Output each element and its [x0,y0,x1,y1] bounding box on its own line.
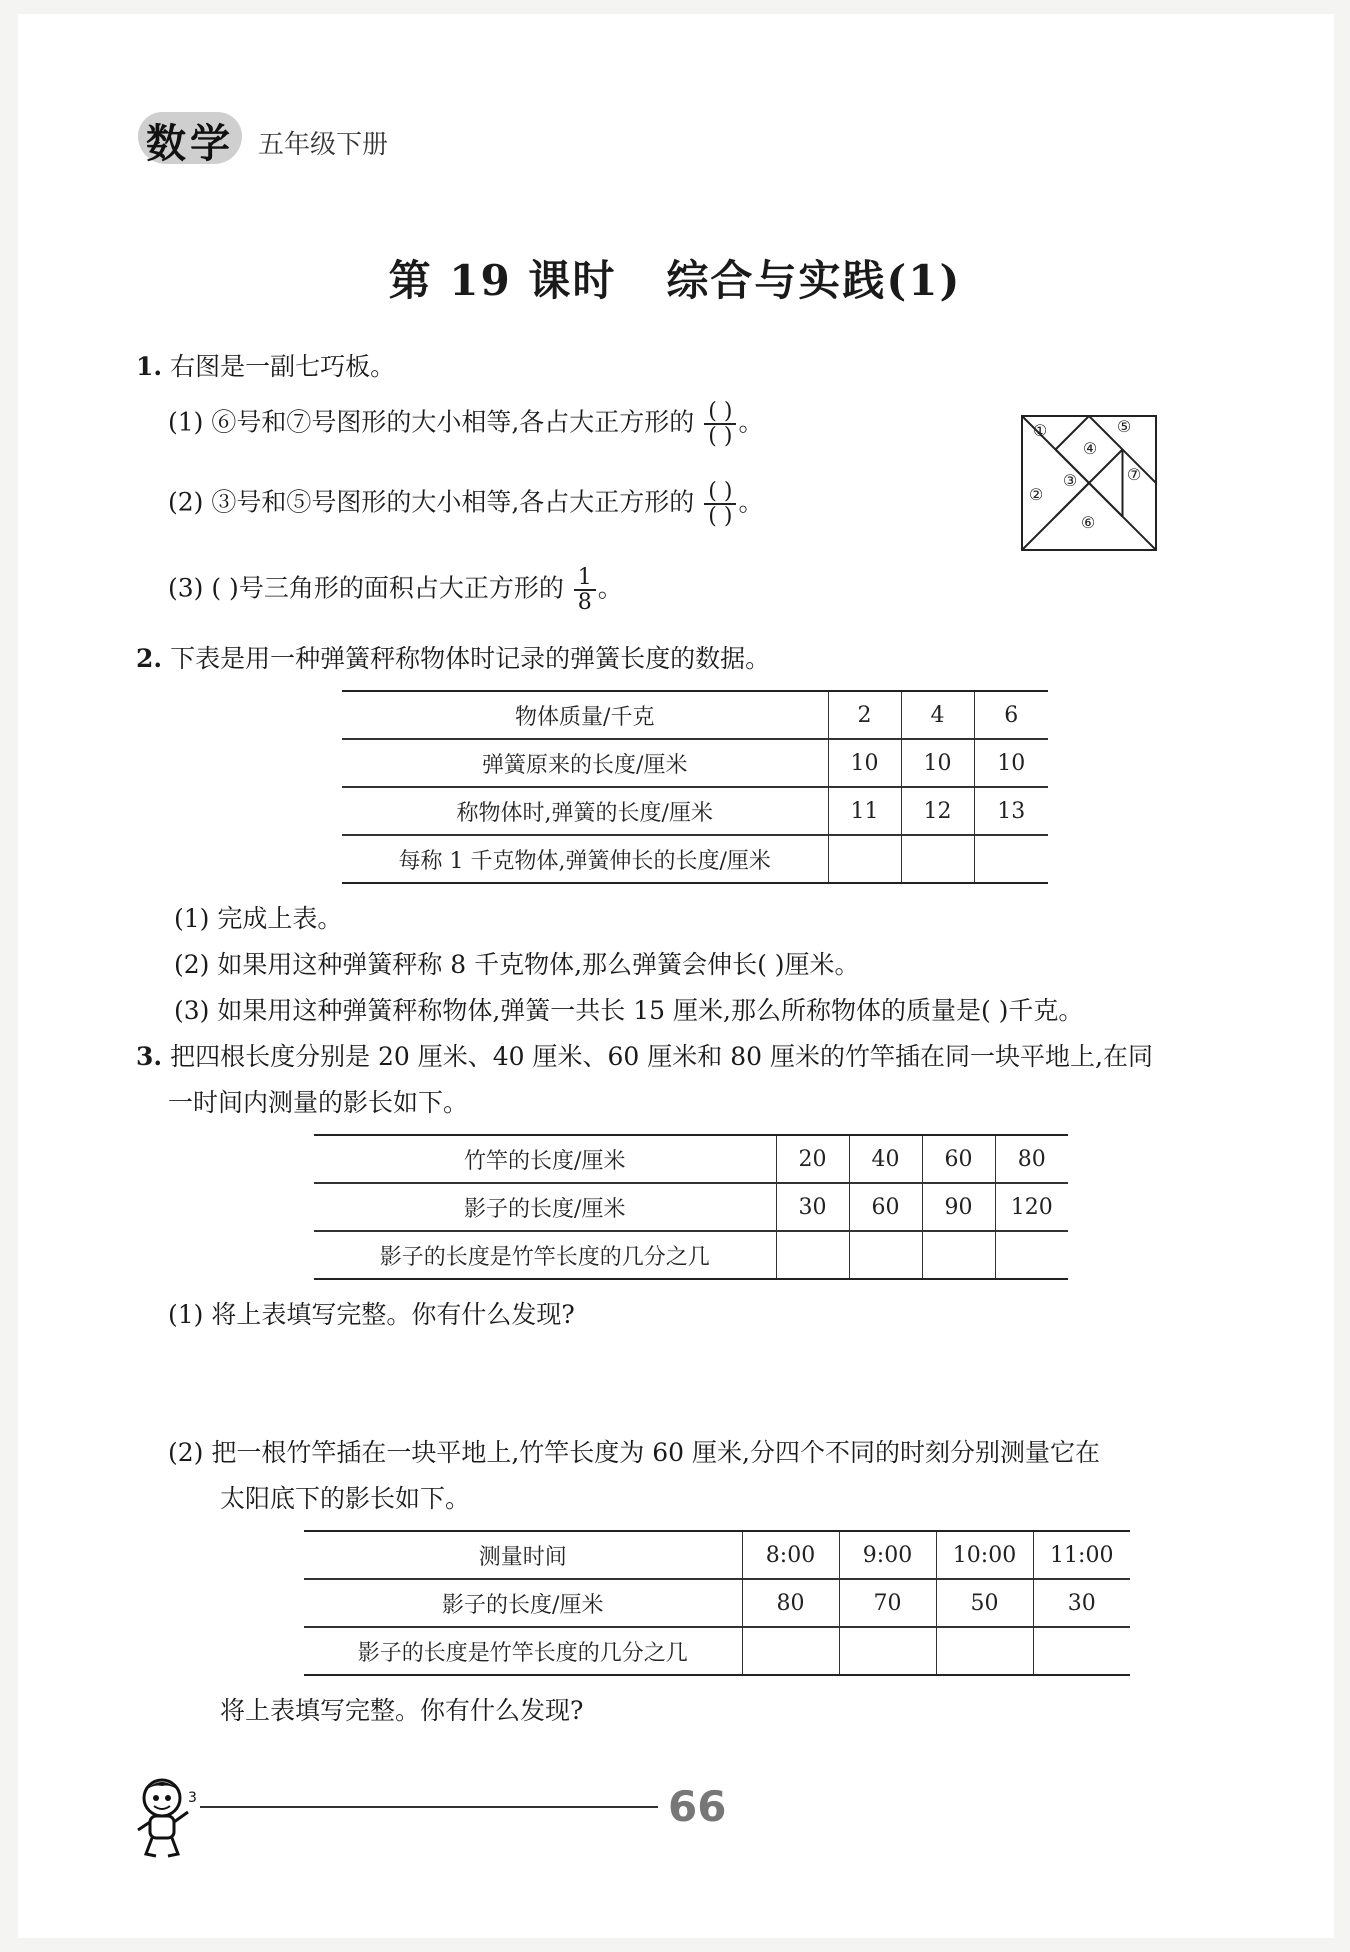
answer-cell[interactable] [828,835,901,883]
table-cell: 10:00 [936,1531,1033,1579]
answer-cell[interactable] [849,1231,922,1279]
answer-cell[interactable] [776,1231,849,1279]
q1-part2 [168,480,763,528]
end-mark: 。 [738,487,764,517]
fraction-denominator-blank[interactable]: ( ) [708,504,733,530]
answer-cell[interactable] [1033,1627,1130,1675]
q3-part1: (1) 将上表填写完整。你有什么发现? [168,1300,575,1329]
table-cell: 10 [974,739,1048,787]
table-header-cell: 物体质量/千克 [342,691,828,739]
lesson-number: 第 19 课时 [388,256,617,305]
table-cell: 40 [849,1135,922,1183]
mascot-icon [132,1772,202,1862]
answer-cell[interactable] [922,1231,995,1279]
q1-part3-text: (3) ( )号三角形的面积占大正方形的 [168,573,564,603]
table-row [342,691,1048,739]
q3-part2-end: 将上表填写完整。你有什么发现? [220,1696,584,1725]
fraction-numerator-blank[interactable]: ( ) [704,400,736,425]
answer-cell[interactable] [974,835,1048,883]
fraction-numerator: 1 [574,566,596,591]
tangram-label-5: ⑤ [1116,417,1132,436]
tangram-label-2: ② [1028,485,1044,504]
q3-stem-text: 把四根长度分别是 20 厘米、40 厘米、60 厘米和 80 厘米的竹竿插在同一块平地上,在同 [170,1042,1153,1071]
q1-part1-fraction-blank[interactable] [704,400,736,448]
end-mark: 。 [738,407,764,437]
answer-cell[interactable] [936,1627,1033,1675]
page-number: 66 [668,1782,727,1831]
tangram-label-7: ⑦ [1126,465,1142,484]
q1-part1 [168,400,763,448]
table-cell: 80 [742,1579,839,1627]
table-cell: 10 [901,739,974,787]
table-cell: 4 [901,691,974,739]
footer-rule [200,1806,658,1808]
table-cell: 60 [849,1183,922,1231]
q2-part2: (2) 如果用这种弹簧秤称 8 千克物体,那么弹簧会伸长( )厘米。 [174,950,860,979]
table-cell: 90 [922,1183,995,1231]
table-header-cell: 影子的长度是竹竿长度的几分之几 [314,1231,776,1279]
answer-cell[interactable] [839,1627,936,1675]
table-header-cell: 每称 1 千克物体,弹簧伸长的长度/厘米 [342,835,828,883]
table-cell: 11 [828,787,901,835]
fraction-denominator: 8 [577,590,592,616]
tangram-label-6: ⑥ [1080,513,1096,532]
q1-stem [136,352,395,382]
bamboo-shadow-table [314,1134,1068,1280]
table-cell: 13 [974,787,1048,835]
table-row [342,835,1048,883]
table-row [314,1231,1068,1279]
answer-cell[interactable] [901,835,974,883]
table-header-cell: 影子的长度是竹竿长度的几分之几 [304,1627,742,1675]
table-cell: 60 [922,1135,995,1183]
table-cell: 30 [776,1183,849,1231]
table-cell: 2 [828,691,901,739]
q3-number: 3. [136,1042,163,1071]
time-shadow-table [304,1530,1130,1676]
table-cell: 6 [974,691,1048,739]
q1-number: 1. [136,352,163,381]
q1-part2-text: (2) ③号和⑤号图形的大小相等,各占大正方形的 [168,487,695,517]
table-row [342,739,1048,787]
table-row [304,1579,1130,1627]
q2-stem-text: 下表是用一种弹簧秤称物体时记录的弹簧长度的数据。 [170,644,771,673]
q2-number: 2. [136,644,163,673]
table-cell: 120 [995,1183,1068,1231]
tangram-label-1: ① [1032,421,1048,440]
table-row [314,1183,1068,1231]
answer-cell[interactable] [995,1231,1068,1279]
tangram-label-4: ④ [1082,439,1098,458]
svg-text:3: 3 [188,1790,197,1806]
grade-label: 五年级下册 [258,130,389,160]
table-cell: 50 [936,1579,1033,1627]
q3-part2-line2: 太阳底下的影长如下。 [220,1484,471,1513]
table-cell: 10 [828,739,901,787]
q3-stem-line1 [136,1042,1153,1072]
table-header-cell: 称物体时,弹簧的长度/厘米 [342,787,828,835]
table-row [304,1531,1130,1579]
table-cell: 80 [995,1135,1068,1183]
q1-part2-fraction-blank[interactable] [704,480,736,528]
spring-table [342,690,1048,884]
table-row [304,1627,1130,1675]
q1-part1-text: (1) ⑥号和⑦号图形的大小相等,各占大正方形的 [168,407,695,437]
table-header-cell: 竹竿的长度/厘米 [314,1135,776,1183]
table-cell: 20 [776,1135,849,1183]
subject-label: 数学 [146,121,234,167]
q1-part3 [168,566,623,614]
lesson-title [0,248,1350,308]
tangram-label-3: ③ [1062,471,1078,490]
table-header-cell: 弹簧原来的长度/厘米 [342,739,828,787]
fraction-numerator-blank[interactable]: ( ) [704,480,736,505]
table-header-cell: 影子的长度/厘米 [314,1183,776,1231]
table-row [314,1135,1068,1183]
tangram-figure [1020,414,1160,554]
q2-stem [136,644,770,674]
table-row [342,787,1048,835]
table-cell: 12 [901,787,974,835]
q3-part2-line1: (2) 把一根竹竿插在一块平地上,竹竿长度为 60 厘米,分四个不同的时刻分别测量它在 [168,1438,1100,1467]
fraction-denominator-blank[interactable]: ( ) [708,424,733,450]
table-header-cell: 影子的长度/厘米 [304,1579,742,1627]
table-header-cell: 测量时间 [304,1531,742,1579]
q1-part3-fraction [574,566,596,614]
table-cell: 9:00 [839,1531,936,1579]
answer-cell[interactable] [742,1627,839,1675]
table-cell: 70 [839,1579,936,1627]
table-cell: 8:00 [742,1531,839,1579]
q2-part3: (3) 如果用这种弹簧秤称物体,弹簧一共长 15 厘米,那么所称物体的质量是( )千克。 [174,996,1084,1025]
table-cell: 30 [1033,1579,1130,1627]
lesson-topic: 综合与实践(1) [666,256,962,305]
q1-stem-text: 右图是一副七巧板。 [170,352,396,381]
end-mark: 。 [597,573,623,603]
table-cell: 11:00 [1033,1531,1130,1579]
q2-part1: (1) 完成上表。 [174,904,343,933]
q3-stem-line2: 一时间内测量的影长如下。 [168,1088,469,1117]
